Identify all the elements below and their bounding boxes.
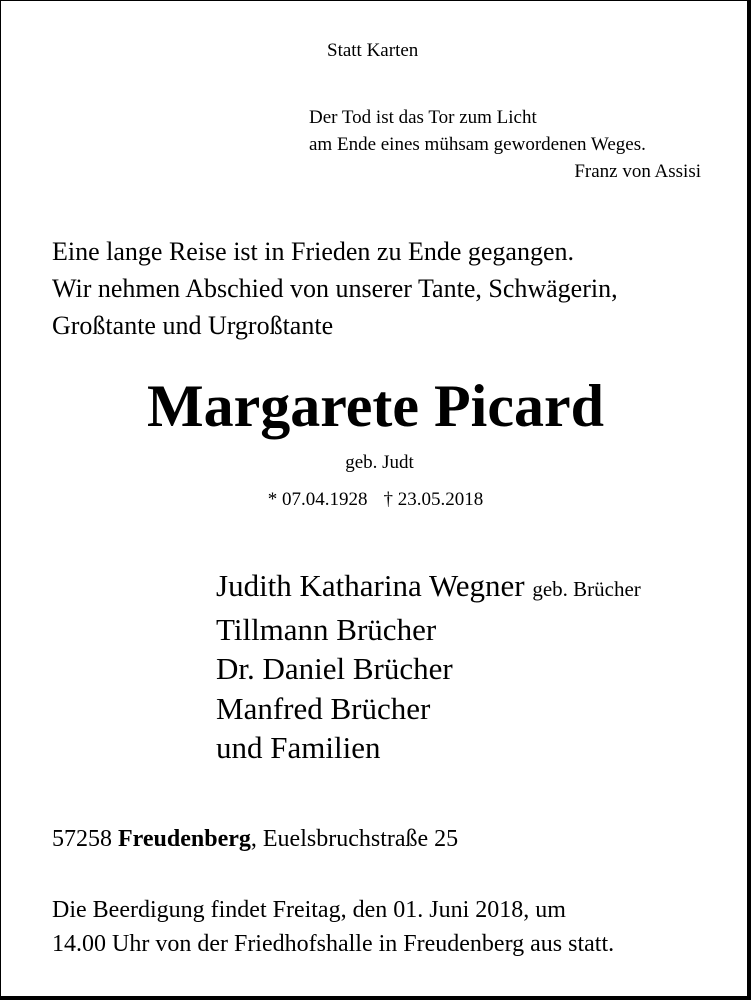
- city-name: Freudenberg: [118, 826, 251, 852]
- death-date: † 23.05.2018: [383, 489, 484, 510]
- mourner-item: Tillmann Brücher: [216, 611, 437, 647]
- mourner-item: [216, 566, 641, 610]
- mourner-item: Dr. Daniel Brücher: [216, 651, 453, 686]
- funeral-info: [52, 893, 614, 961]
- funeral-line: Die Beerdigung findet Freitag, den 01. Juni 2018, um: [52, 897, 566, 923]
- quote-line: am Ende eines mühsam gewordenen Weges.: [309, 134, 646, 155]
- quote-line: Der Tod ist das Tor zum Licht: [309, 107, 537, 128]
- life-dates: [0, 489, 751, 511]
- mourner-item: und Familien: [216, 730, 381, 765]
- intro-line: Wir nehmen Abschied von unserer Tante, Schwägerin,: [52, 274, 618, 303]
- intro-line: Eine lange Reise ist in Frieden zu Ende gegangen.: [52, 237, 575, 266]
- mourners-list: [216, 566, 641, 768]
- intro-text: [52, 233, 618, 344]
- mourner-item: Manfred Brücher: [216, 690, 431, 726]
- deceased-name: Margarete Picard: [146, 373, 604, 439]
- quote-author: Franz von Assisi: [574, 161, 701, 182]
- header-text: Statt Karten: [327, 40, 419, 61]
- postal-code: 57258: [52, 826, 112, 852]
- street-address: , Euelsbruchstraße 25: [250, 826, 459, 852]
- mourner-birth-note: geb. Brücher: [532, 577, 641, 601]
- deceased-birth-name: geb. Judt: [345, 452, 414, 473]
- intro-line: Großtante und Urgroßtante: [52, 311, 334, 340]
- address-line: [52, 826, 458, 853]
- birth-date: * 07.04.1928: [267, 489, 368, 510]
- funeral-line: 14.00 Uhr von der Friedhofshalle in Freudenberg aus statt.: [52, 931, 615, 957]
- mourner-name: Judith Katharina Wegner: [216, 568, 525, 603]
- quote-block: [309, 104, 701, 185]
